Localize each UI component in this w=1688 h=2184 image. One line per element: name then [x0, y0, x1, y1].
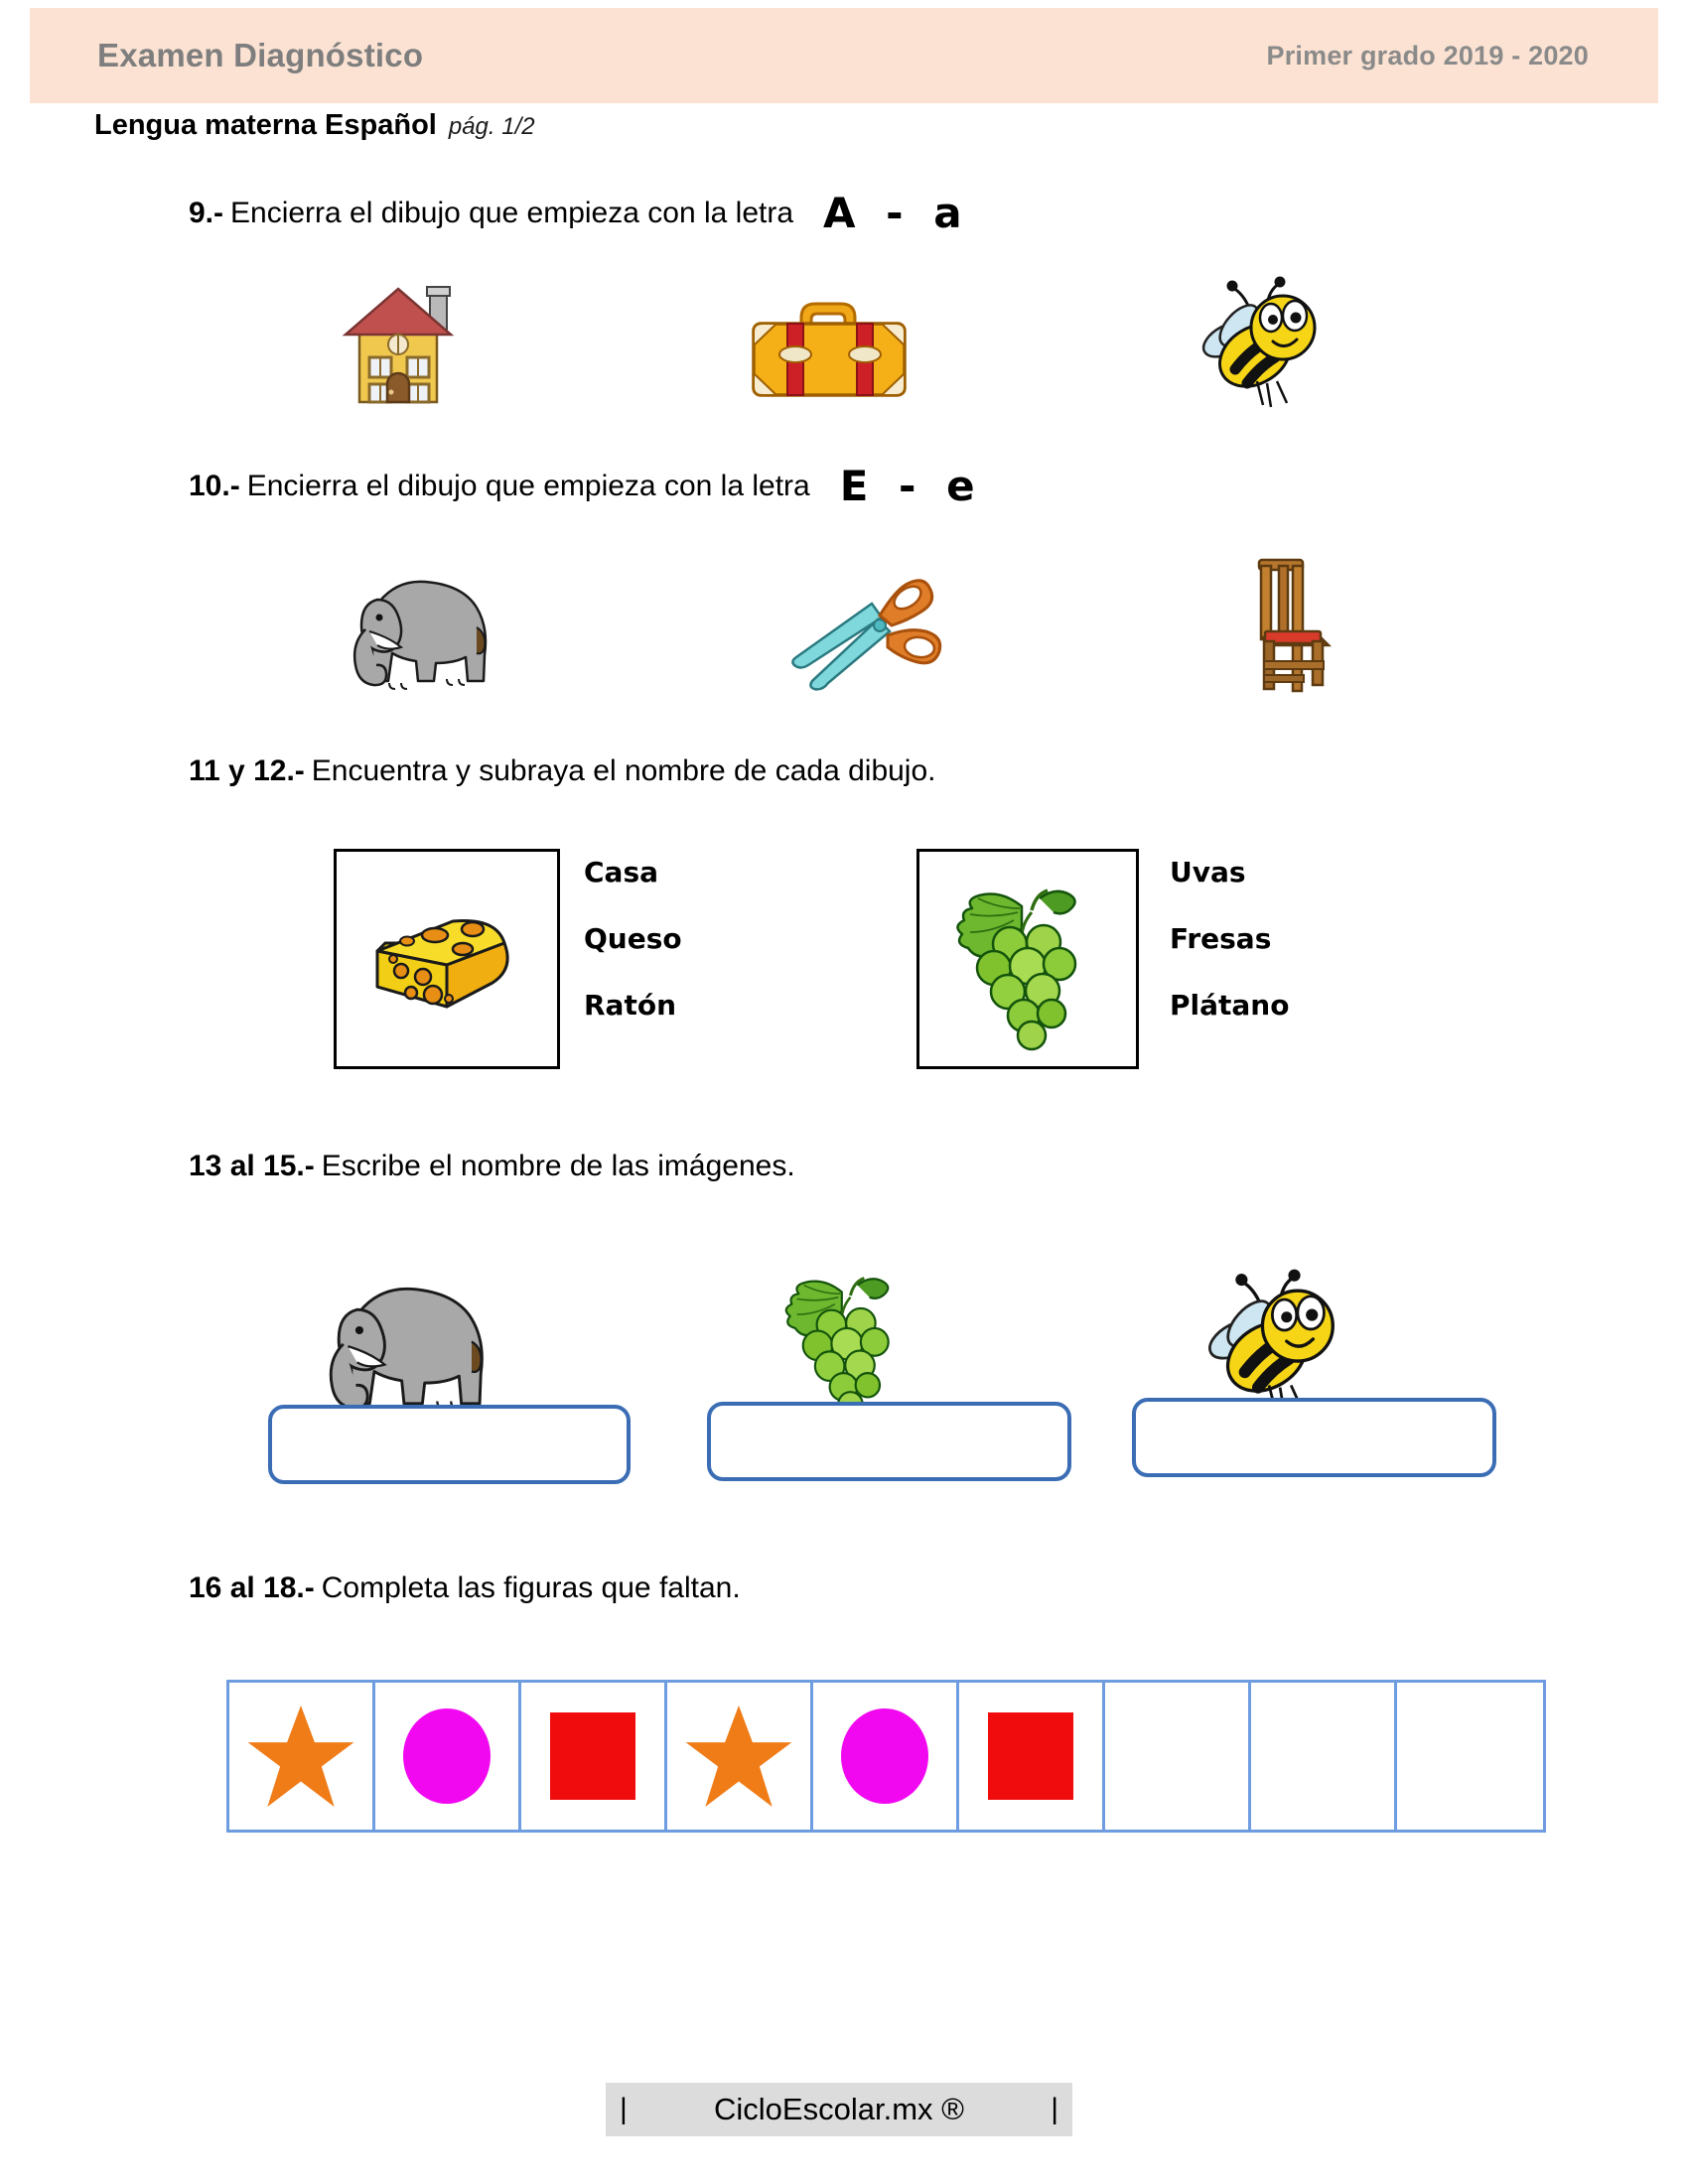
question-9-prompt	[189, 189, 970, 237]
question-10-image-row	[328, 546, 1340, 695]
chair-illustration[interactable]	[1231, 546, 1340, 695]
question-11-12-prompt	[189, 754, 936, 788]
question-16-18-number: 16 al 18.-	[189, 1571, 315, 1604]
question-10-letters: E - e	[839, 462, 983, 510]
question-13-15-image-row	[298, 1231, 1350, 1420]
elephant-illustration[interactable]	[328, 566, 496, 695]
question-13-15-prompt	[189, 1150, 795, 1183]
grade-label: Primer grado 2019 - 2020	[1266, 40, 1589, 70]
question-9-text: Encierra el dibujo que empieza con la letra	[230, 196, 794, 229]
word-option[interactable]: Uvas	[1170, 856, 1246, 888]
house-illustration[interactable]	[328, 273, 467, 412]
pattern-cell[interactable]	[959, 1683, 1105, 1830]
question-13-15-text: Escribe el nombre de las imágenes.	[321, 1150, 795, 1182]
question-11-12-number: 11 y 12.-	[189, 754, 305, 787]
elephant-illustration	[298, 1271, 496, 1420]
star-icon	[681, 1701, 796, 1812]
page-header	[30, 8, 1658, 103]
word-option[interactable]: Casa	[584, 856, 659, 888]
footer-left-bar: |	[620, 2093, 628, 2125]
pattern-cell-empty[interactable]	[1251, 1683, 1397, 1830]
question-9-image-row	[328, 273, 1331, 412]
grapes-word-list	[1170, 856, 1289, 1022]
answer-input-13[interactable]	[268, 1405, 631, 1484]
cheese-word-list	[584, 856, 682, 1022]
footer-right-bar: |	[1051, 2093, 1058, 2125]
cheese-picture-frame	[334, 849, 560, 1069]
exam-title: Examen Diagnóstico	[97, 37, 424, 73]
question-16-18-prompt	[189, 1571, 741, 1605]
answer-input-15[interactable]	[1132, 1398, 1496, 1477]
circle-icon	[841, 1708, 928, 1804]
question-10-number: 10.-	[189, 469, 240, 502]
word-option[interactable]: Queso	[584, 922, 682, 955]
question-13-15-number: 13 al 15.-	[189, 1150, 315, 1182]
footer-brand: CicloEscolar.mx ®	[714, 2092, 964, 2126]
pattern-cell[interactable]	[813, 1683, 959, 1830]
answer-input-14[interactable]	[707, 1402, 1071, 1481]
pattern-sequence-grid	[226, 1680, 1546, 1833]
grapes-picture-frame	[916, 849, 1139, 1069]
page-number-label: pág. 1/2	[448, 113, 535, 140]
suitcase-illustration[interactable]	[740, 288, 918, 412]
star-icon	[243, 1701, 358, 1812]
question-16-18-text: Completa las figuras que faltan.	[321, 1571, 741, 1604]
pattern-cell[interactable]	[667, 1683, 813, 1830]
square-icon	[988, 1712, 1073, 1800]
circle-icon	[403, 1708, 491, 1804]
page-footer	[606, 2083, 1072, 2136]
pattern-cell[interactable]	[521, 1683, 667, 1830]
word-option[interactable]: Plátano	[1170, 989, 1290, 1022]
question-11-12-text: Encuentra y subraya el nombre de cada dibujo.	[311, 754, 936, 787]
square-icon	[550, 1712, 635, 1800]
subject-name: Lengua materna Español	[94, 109, 437, 141]
pattern-cell-empty[interactable]	[1105, 1683, 1251, 1830]
scissors-illustration[interactable]	[773, 566, 956, 695]
pattern-cell[interactable]	[229, 1683, 375, 1830]
pattern-cell[interactable]	[375, 1683, 521, 1830]
pattern-cell-empty[interactable]	[1397, 1683, 1543, 1830]
question-10-text: Encierra el dibujo que empieza con la letra	[246, 469, 810, 502]
subject-line	[94, 109, 535, 142]
word-option[interactable]: Ratón	[584, 989, 677, 1022]
question-9-letters: A - a	[823, 189, 970, 237]
word-option[interactable]: Fresas	[1170, 922, 1272, 955]
grapes-illustration	[777, 1256, 916, 1420]
question-10-prompt	[189, 462, 983, 510]
question-9-number: 9.-	[189, 196, 224, 229]
bee-illustration[interactable]	[1192, 278, 1331, 412]
cheese-illustration	[363, 895, 530, 1023]
grapes-illustration	[948, 865, 1107, 1053]
